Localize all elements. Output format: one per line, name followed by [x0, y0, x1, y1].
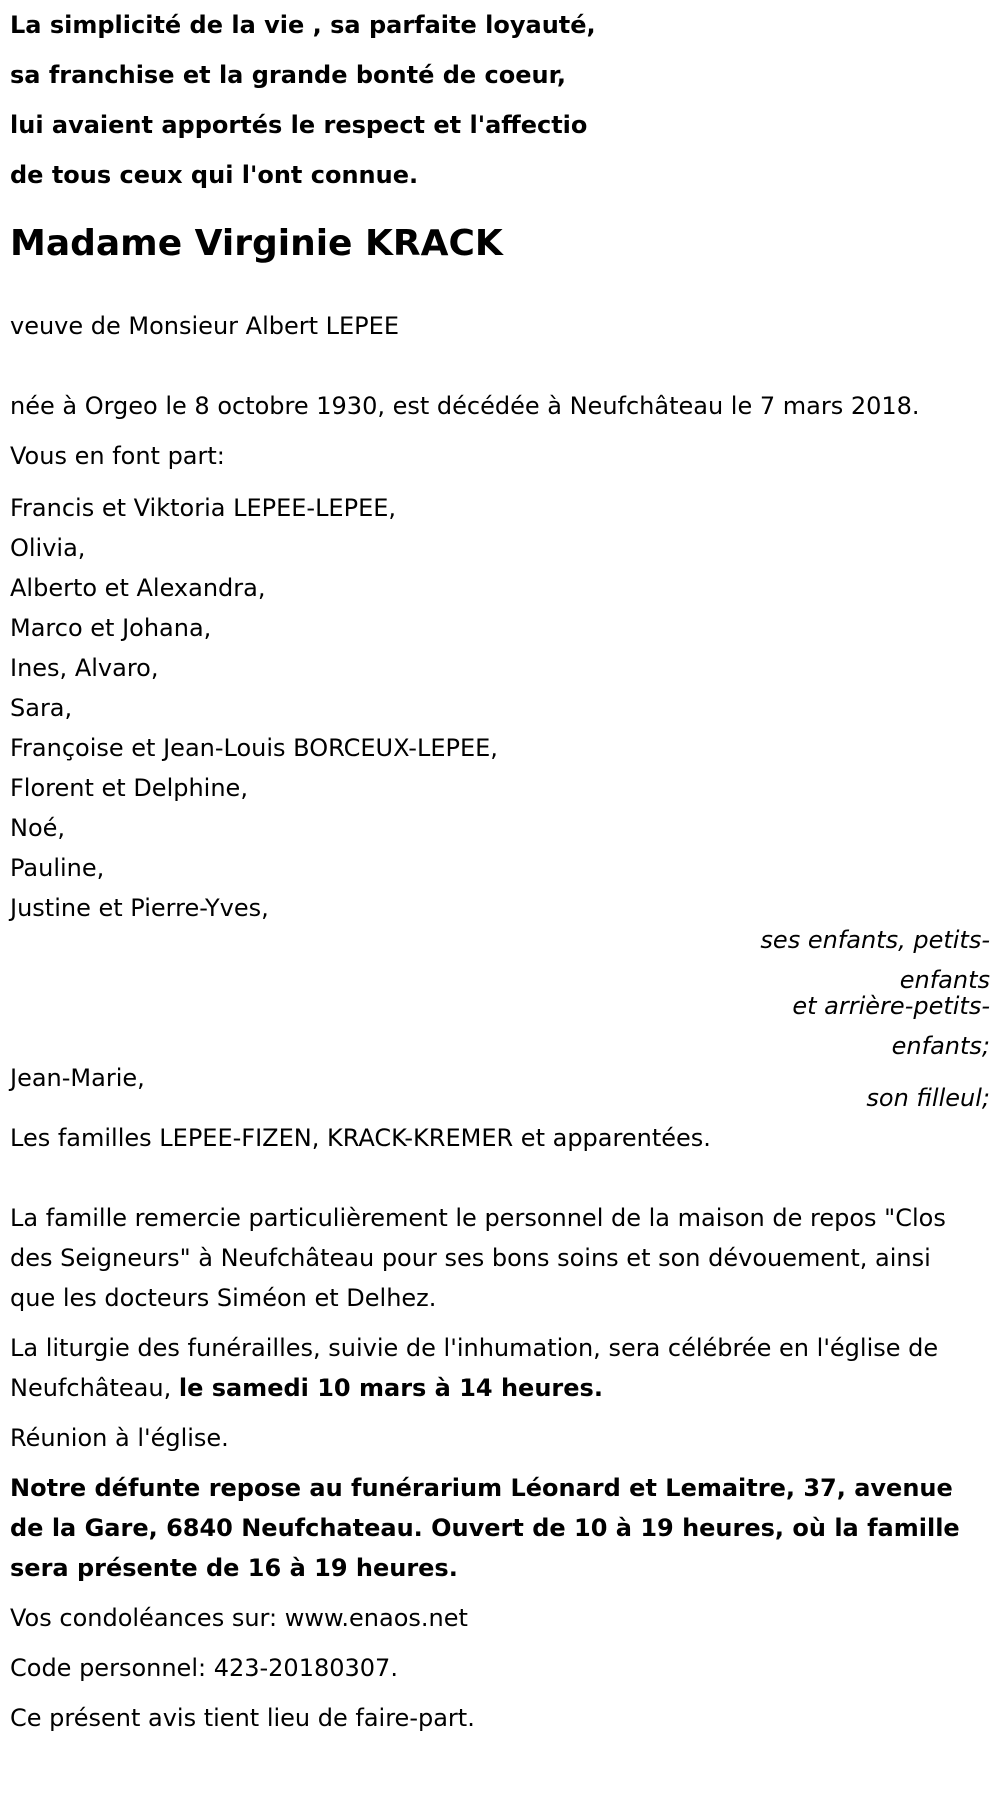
family-member: Florent et Delphine,	[10, 774, 248, 802]
condolences-info: Vos condoléances sur: www.enaos.net	[10, 1604, 468, 1632]
thanks-paragraph: La famille remercie particulièrement le personnel de la maison de repos "Clos des Seigneurs" à Neufchâteau pour ses bons soins et son dévouement, ainsi que les docteurs Siméon et Delhez.	[10, 1204, 946, 1312]
family-list	[10, 488, 990, 928]
family-member: Pauline,	[10, 854, 105, 882]
notice-text: Ce présent avis tient lieu de faire-part.	[10, 1704, 475, 1732]
quote-line: de tous ceux qui l'ont connue.	[10, 161, 419, 189]
liturgy-date: le samedi 10 mars à 14 heures.	[178, 1374, 603, 1402]
liturgy-paragraph	[10, 1328, 1000, 1408]
birth-death-info: née à Orgeo le 8 octobre 1930, est décédée à Neufchâteau le 7 mars 2018.	[10, 392, 920, 420]
quote-line: lui avaient apportés le respect et l'affectio	[10, 111, 588, 139]
quote-line: La simplicité de la vie , sa parfaite loyauté,	[10, 11, 596, 39]
personal-code: Code personnel: 423-20180307.	[10, 1654, 398, 1682]
obituary-page	[10, 0, 990, 1738]
family-member: Marco et Johana,	[10, 614, 212, 642]
family-member: Noé,	[10, 814, 66, 842]
family-member: Francis et Viktoria LEPEE-LEPEE,	[10, 494, 397, 522]
relation-great-grandchildren: et arrière-petits-enfants;	[792, 992, 990, 1060]
widow-of: veuve de Monsieur Albert LEPEE	[10, 312, 399, 340]
opening-quote	[10, 0, 990, 200]
announcement-intro: Vous en font part:	[10, 442, 225, 470]
relation-godson: son filleul;	[866, 1084, 990, 1112]
family-member: Alberto et Alexandra,	[10, 574, 266, 602]
family-member: Françoise et Jean-Louis BORCEUX-LEPEE,	[10, 734, 498, 762]
quote-line: sa franchise et la grande bonté de coeur,	[10, 61, 567, 89]
family-member: Ines, Alvaro,	[10, 654, 159, 682]
meeting-info: Réunion à l'église.	[10, 1424, 229, 1452]
families-line: Les familles LEPEE-FIZEN, KRACK-KREMER et apparentées.	[10, 1124, 711, 1152]
deceased-name: Madame Virginie KRACK	[10, 223, 503, 264]
family-member: Olivia,	[10, 534, 86, 562]
relation-block	[10, 928, 990, 1058]
godson-name: Jean-Marie,	[10, 1064, 145, 1092]
liturgy-text: La liturgie des funérailles, suivie de l'inhumation, sera célébrée en l'église de Neufchâteau,	[10, 1334, 939, 1402]
family-member: Sara,	[10, 694, 73, 722]
godson-relation-block	[10, 1084, 990, 1124]
funeral-home-info: Notre défunte repose au funérarium Léonard et Lemaitre, 37, avenue de la Gare, 6840 Neufchateau. Ouvert de 10 à 19 heures, où la famille sera présente de 16 à 19 heures.	[10, 1474, 960, 1582]
family-member: Justine et Pierre-Yves,	[10, 894, 269, 922]
relation-children: ses enfants, petits-enfants	[760, 926, 990, 994]
